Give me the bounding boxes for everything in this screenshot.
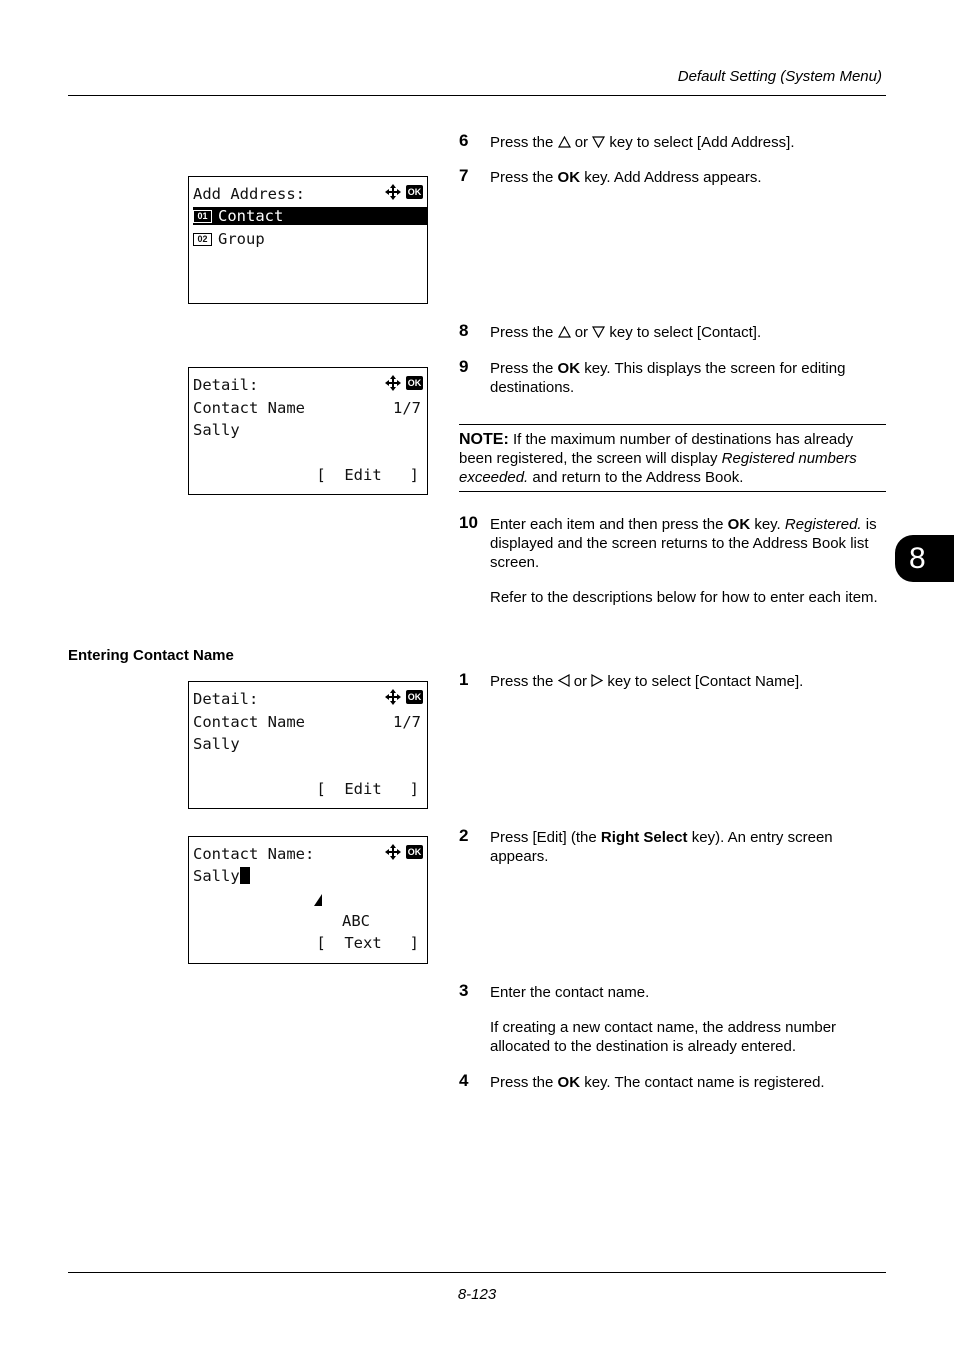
step-text: key to select [Contact]. [605, 324, 762, 341]
lcd-title: Contact Name: [193, 845, 315, 863]
text-cursor-icon [240, 867, 250, 884]
lcd-icons [385, 689, 423, 705]
lcd-field-label: Contact Name [193, 713, 305, 731]
step-text: key. The contact name is registered. [580, 1074, 825, 1091]
lcd-field-value: Sally [193, 735, 240, 753]
step-text: key. This displays the screen for editing destinations. [490, 360, 846, 396]
lcd-title: Detail: [193, 376, 259, 394]
lcd-detail [188, 367, 428, 495]
step-text: Press [Edit] (the [490, 829, 601, 846]
step-number: 1 [459, 670, 469, 689]
step-text: key to select [Contact Name]. [603, 673, 804, 690]
note-box [459, 424, 886, 492]
ok-key-label: OK [727, 516, 751, 533]
ok-icon: OK [407, 847, 422, 857]
right-triangle-icon [591, 674, 603, 687]
step-contact-1 [459, 672, 886, 691]
step-text: Press the [490, 1074, 558, 1091]
note-text: and return to the Address Book. [528, 469, 744, 486]
lcd-input-mode: ABC [342, 912, 370, 930]
step-number: 2 [459, 826, 469, 845]
note-message: Registered numbers exceeded. [459, 450, 857, 486]
ok-icon: OK [407, 187, 422, 197]
lcd-softkey-edit: [ Edit ] [316, 780, 419, 798]
lcd-field-value: Sally [193, 421, 240, 439]
step-number: 3 [459, 981, 469, 1000]
lcd-add-address [188, 176, 428, 304]
step-contact-2 [459, 828, 886, 866]
step-text: Press the [490, 673, 558, 690]
step-number: 8 [459, 321, 469, 340]
up-triangle-icon [558, 326, 571, 338]
up-triangle-icon [558, 136, 571, 148]
lcd-page-indicator: 1/7 [393, 713, 421, 731]
lcd-softkey-edit: [ Edit ] [316, 466, 419, 484]
lcd-title: Add Address: [193, 185, 305, 203]
ok-key-label: OK [557, 1074, 581, 1091]
note-label: NOTE: [459, 431, 509, 448]
step-number: 10 [459, 513, 478, 532]
left-triangle-icon [558, 674, 570, 687]
down-triangle-icon [592, 326, 605, 338]
ok-icon: OK [407, 692, 422, 702]
lcd-title: Detail: [193, 690, 259, 708]
chapter-tab [895, 535, 954, 582]
lcd-icons [385, 844, 423, 860]
input-mode-marker-icon [314, 894, 323, 906]
step-text: or [570, 324, 593, 341]
step-text: Press the [490, 134, 558, 151]
lcd-page-indicator: 1/7 [393, 399, 421, 417]
step-text: key. [750, 516, 785, 533]
lcd-item-group [193, 230, 265, 248]
step-text: or [570, 134, 593, 151]
step-text: key). An entry screen appears. [490, 829, 833, 865]
lcd-item-label: Group [218, 230, 265, 248]
step-text: is displayed and the screen returns to the Address Book list screen. [490, 516, 877, 571]
four-way-arrow-icon [385, 375, 401, 391]
step-7 [459, 168, 886, 187]
step-text: Press the [490, 324, 558, 341]
step-contact-4 [459, 1073, 886, 1092]
section-heading: Entering Contact Name [68, 647, 234, 664]
number-icon: 01 [193, 210, 212, 223]
step-paragraph: Refer to the descriptions below for how to enter each item. [490, 589, 878, 606]
lcd-item-contact [193, 207, 427, 225]
step-text: or [569, 673, 592, 690]
four-way-arrow-icon [385, 184, 401, 200]
ok-key-label: OK [557, 169, 581, 186]
ok-icon: OK [407, 378, 422, 388]
step-8 [459, 323, 886, 342]
step-number: 9 [459, 357, 469, 376]
number-icon: 02 [193, 233, 212, 246]
four-way-arrow-icon [385, 844, 401, 860]
step-text: Press the [490, 360, 558, 377]
footer-rule [68, 1272, 886, 1273]
step-text: key. Add Address appears. [580, 169, 762, 186]
lcd-entry-value: Sally [193, 867, 240, 885]
ok-key-label: OK [557, 360, 581, 377]
lcd-icons [385, 375, 423, 391]
lcd-contact-name-entry [188, 836, 428, 964]
step-contact-3 [459, 983, 886, 1056]
chapter-number: 8 [909, 541, 926, 575]
header-rule [68, 95, 886, 96]
lcd-detail-2 [188, 681, 428, 809]
step-9 [459, 359, 886, 397]
step-number: 4 [459, 1071, 469, 1090]
lcd-icons [385, 184, 423, 200]
step-text: Enter each item and then press the [490, 516, 728, 533]
step-6 [459, 133, 886, 152]
step-number: 7 [459, 166, 469, 185]
down-triangle-icon [592, 136, 605, 148]
lcd-item-label: Contact [218, 207, 284, 225]
right-select-key-label: Right Select [600, 829, 688, 846]
note-text: If the maximum number of destinations has already been registered, the screen will display [459, 431, 854, 467]
step-paragraph: If creating a new contact name, the address number allocated to the destination is already entered. [490, 1019, 837, 1055]
page-number: 8-123 [457, 1286, 497, 1303]
four-way-arrow-icon [385, 689, 401, 705]
lcd-softkey-text: [ Text ] [316, 934, 419, 952]
step-number: 6 [459, 131, 469, 150]
lcd-entry-line [193, 867, 250, 885]
lcd-field-label: Contact Name [193, 399, 305, 417]
status-message: Registered. [784, 516, 862, 533]
step-text: key to select [Add Address]. [605, 134, 795, 151]
step-text: Enter the contact name. [490, 984, 650, 1001]
page-header-title: Default Setting (System Menu) [677, 68, 882, 85]
step-10 [459, 515, 886, 607]
step-text: Press the [490, 169, 558, 186]
